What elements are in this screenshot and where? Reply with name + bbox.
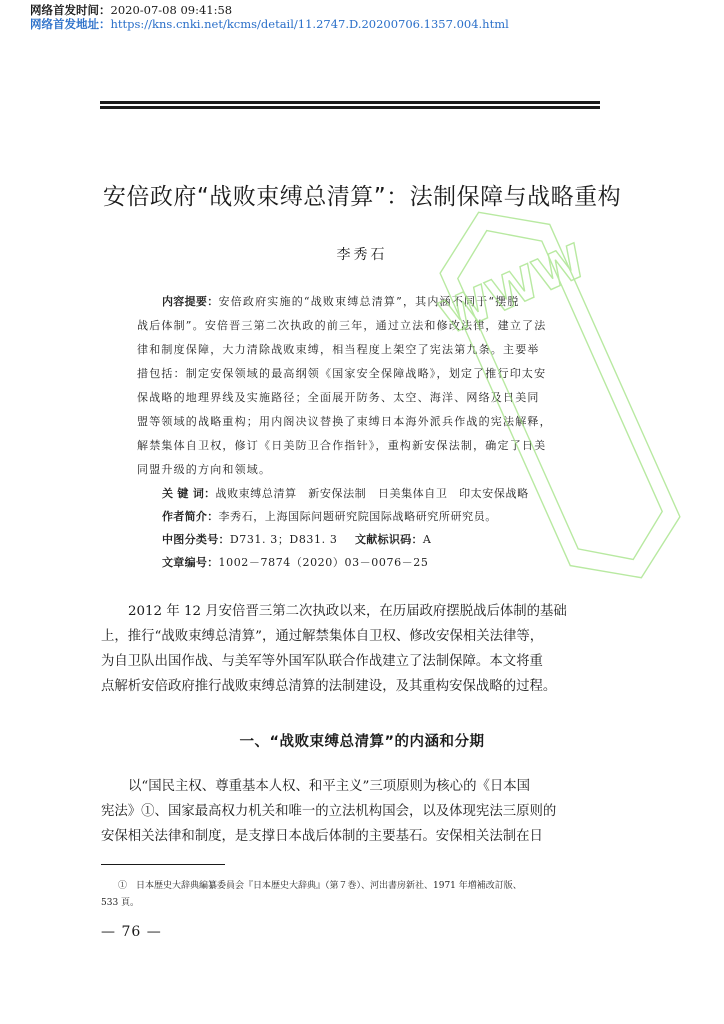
article-number-line [162, 553, 428, 573]
watermark-text: WWW [432, 233, 594, 345]
clc-label: 中图分类号： [162, 533, 230, 546]
publish-time-value: 2020-07-08 09:41:58 [110, 3, 233, 17]
body-paragraph-line: 安保相关法律和制度，是支撑日本战后体制的主要基石。安保相关法制在日 [101, 829, 543, 844]
body-paragraph-line: 2012 年 12 月安倍晋三第二次执政以来，在历届政府摆脱战后体制的基础 [128, 604, 567, 619]
abstract-line: 同盟升级的方向和领域。 [137, 463, 272, 476]
publish-time-label: 网络首发时间： [30, 3, 111, 17]
body-paragraph-line: 宪法》①、国家最高权力机关和唯一的立法机构国会，以及体现宪法三原则的 [101, 804, 557, 819]
body-paragraph-line: 点解析安倍政府推行战败束缚总清算的法制建设，及其重构安保战略的过程。 [101, 679, 557, 694]
publish-time-line [30, 3, 232, 17]
author-intro-value: 李秀石，上海国际问题研究院国际战略研究所研究员。 [218, 510, 497, 523]
title-rule-bottom [100, 106, 600, 109]
footnote-divider [101, 864, 225, 865]
classification-line [162, 530, 337, 550]
article-number-value: 1002－7874（2020）03－0076－25 [218, 556, 429, 569]
clc-value: D731. 3；D831. 3 [229, 533, 338, 546]
author-intro-label: 作者简介： [162, 510, 219, 523]
abstract-label: 内容提要： [162, 295, 219, 308]
keywords-value: 战败束缚总清算 新安保法制 日美集体自卫 印太安保战略 [215, 487, 529, 500]
abstract-line: 措包括：制定安保领域的最高纲领《国家安全保障战略》，划定了推行印太安 [137, 367, 547, 380]
title-rule-top [100, 101, 600, 104]
abstract-line: 战后体制”。安倍晋三第二次执政的前三年，通过立法和修改法律，建立了法 [137, 319, 547, 332]
abstract-line: 解禁集体自卫权，修订《日美防卫合作指针》，重构新安保法制，确定了日美 [137, 439, 547, 452]
body-paragraph-line: 上，推行“战败束缚总清算”，通过解禁集体自卫权、修改安保相关法律等， [101, 629, 544, 644]
publish-url-line [30, 17, 509, 31]
abstract-line: 盟等领域的战略重构；用内阁决议替换了束缚日本海外派兵作战的宪法解释， [137, 415, 552, 428]
footnote-line: 533 頁。 [101, 898, 140, 908]
body-paragraph-line: 以“国民主权、尊重基本人权、和平主义”三项原则为核心的《日本国 [128, 779, 531, 794]
body-paragraph-line: 为自卫队出国作战、与美军等外国军队联合作战建立了法制保障。本文将重 [101, 654, 543, 669]
abstract-text: 安倍政府实施的“战败束缚总清算”，其内涵不同于“摆脱 [218, 295, 520, 308]
article-number-label: 文章编号： [162, 556, 219, 569]
abstract-line: 律和制度保障，大力清除战败束缚，相当程度上架空了宪法第九条。主要举 [137, 343, 540, 356]
footnote-line: ① 日本歴史大辞典編纂委員会『日本歴史大辞典』（第７巻）、河出書房新社、1971 年増補改訂版、 [118, 881, 522, 891]
article-title: 安倍政府“战败束缚总清算”：法制保障与战略重构 [102, 184, 622, 210]
publish-url-link[interactable]: https://kns.cnki.net/kcms/detail/11.2747.D.20200706.1357.004.html [110, 17, 509, 31]
author-intro-line [162, 507, 497, 527]
keywords-line [162, 484, 529, 504]
doc-code-label: 文献标识码： [355, 533, 423, 546]
abstract-line [162, 290, 520, 314]
doc-code-value: A [422, 533, 432, 546]
section-heading: 一、“战败束缚总清算”的内涵和分期 [239, 734, 485, 750]
page-number: — 76 — [101, 924, 162, 940]
publish-url-label: 网络首发地址： [30, 17, 111, 31]
keywords-label: 关 键 词： [162, 487, 216, 500]
doc-code-line [355, 530, 431, 550]
abstract-line: 保战略的地理界线及实施路径；全面展开防务、太空、海洋、网络及日美同 [137, 391, 540, 404]
article-author: 李秀石 [336, 247, 388, 263]
